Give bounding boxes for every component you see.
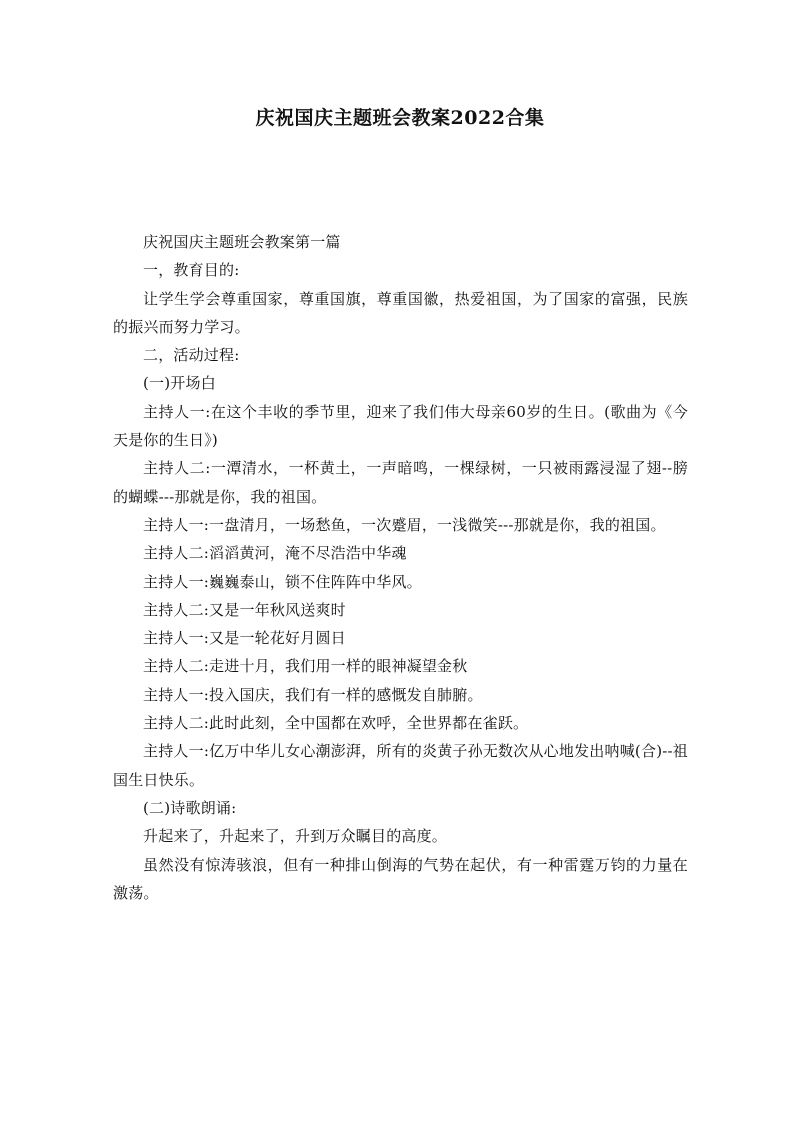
- paragraph: 主持人一:在这个丰收的季节里，迎来了我们伟大母亲60岁的生日。(歌曲为《今天是你的生日》): [113, 402, 688, 450]
- document-title: 庆祝国庆主题班会教案2022合集: [255, 107, 545, 129]
- paragraph: 主持人一:又是一轮花好月圆日: [143, 629, 346, 648]
- paragraph: 虽然没有惊涛骇浪，但有一种排山倒海的气势在起伏，有一种雷霆万钧的力量在激荡。: [113, 855, 688, 902]
- paragraph: 主持人一:一盘清月，一场愁鱼，一次蹙眉，一浅微笑---那就是你，我的祖国。: [143, 515, 666, 534]
- paragraph: 主持人一:巍巍泰山，锁不住阵阵中华风。: [143, 572, 422, 591]
- paragraph: 主持人二:走进十月，我们用一样的眼神凝望金秋: [143, 657, 468, 676]
- paragraph: 主持人二:此时此刻，全中国都在欢呼，全世界都在雀跃。: [143, 714, 529, 733]
- paragraph: 主持人二:又是一年秋风送爽时: [143, 600, 346, 619]
- paragraph: 让学生学会尊重国家，尊重国旗，尊重国徽，热爱祖国，为了国家的富强，民族的振兴而努力学习。: [113, 289, 688, 336]
- paragraph: 主持人二:滔滔黄河，淹不尽浩浩中华魂: [143, 544, 407, 563]
- paragraph: 主持人二:一潭清水，一杯黄土，一声暗鸣，一棵绿树，一只被雨露浸湿了翅--膀的蝴蝶---那就是你，我的祖国。: [113, 459, 688, 506]
- paragraph: 主持人一:亿万中华儿女心潮澎湃，所有的炎黄子孙无数次从心地发出呐喊(合)--祖国生日快乐。: [113, 742, 688, 789]
- paragraph: (一)开场白: [143, 374, 216, 393]
- paragraph: 一，教育目的:: [143, 261, 240, 280]
- paragraph: 升起来了，升起来了，升到万众瞩目的高度。: [143, 827, 448, 846]
- section-heading: 庆祝国庆主题班会教案第一篇: [143, 233, 341, 251]
- document-body: [113, 228, 688, 907]
- paragraph: 主持人一:投入国庆，我们有一样的感慨发自肺腑。: [143, 685, 483, 704]
- paragraph: 二，活动过程:: [143, 346, 240, 365]
- paragraph: (二)诗歌朗诵:: [143, 798, 237, 817]
